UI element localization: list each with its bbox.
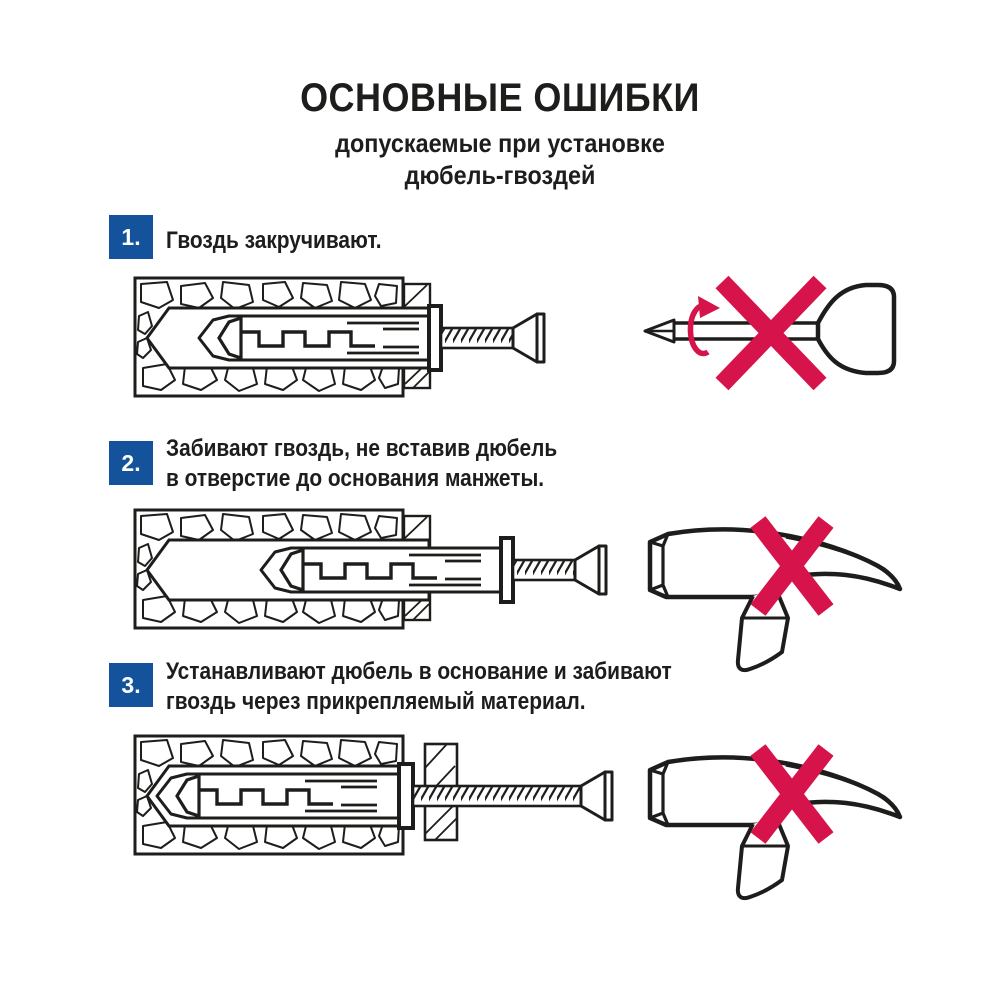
mistake-1-number: 1. xyxy=(121,223,141,250)
mistake-1-line-1: Гвоздь закручивают. xyxy=(166,227,382,254)
mistake-1-number-badge xyxy=(109,215,153,259)
nail-screw xyxy=(429,306,544,370)
nail-screw xyxy=(501,538,606,602)
mistake-2-number-badge xyxy=(109,441,153,485)
mistake-2-text xyxy=(166,434,557,494)
page-title: ОСНОВНЫЕ ОШИБКИ xyxy=(300,76,700,120)
hammer-crossed-icon xyxy=(636,506,906,678)
mistake-3-text xyxy=(166,657,672,717)
page-subtitle xyxy=(50,127,950,191)
mistake-1-text xyxy=(166,226,382,256)
mistake-2-number: 2. xyxy=(121,449,141,476)
mistake-2-line-1: Забивают гвоздь, не вставив дюбель xyxy=(166,435,558,462)
subtitle-line-2: дюбель-гвоздей xyxy=(404,160,596,190)
hammer-crossed-icon xyxy=(636,734,906,906)
red-cross-icon xyxy=(722,282,820,384)
dowel-sleeve xyxy=(261,548,501,592)
dowel-in-wall-illustration-3 xyxy=(133,734,617,856)
dowel-sleeve xyxy=(199,316,429,360)
dowel-sleeve xyxy=(157,774,399,818)
mistake-3-number: 3. xyxy=(121,671,141,698)
mistake-3-number-badge xyxy=(109,663,153,707)
rotation-arrow-icon xyxy=(690,296,720,354)
mistake-3-line-2: гвоздь через прикрепляемый материал. xyxy=(166,688,586,715)
subtitle-line-1: допускаемые при установке xyxy=(335,128,665,158)
mistake-3-line-1: Устанавливают дюбель в основание и забивают xyxy=(166,658,672,685)
dowel-in-wall-illustration-1 xyxy=(133,276,547,398)
screwdriver-crossed-icon xyxy=(640,274,905,396)
mistake-2-line-2: в отверстие до основания манжеты. xyxy=(166,465,545,492)
dowel-in-wall-illustration-2 xyxy=(133,508,611,630)
